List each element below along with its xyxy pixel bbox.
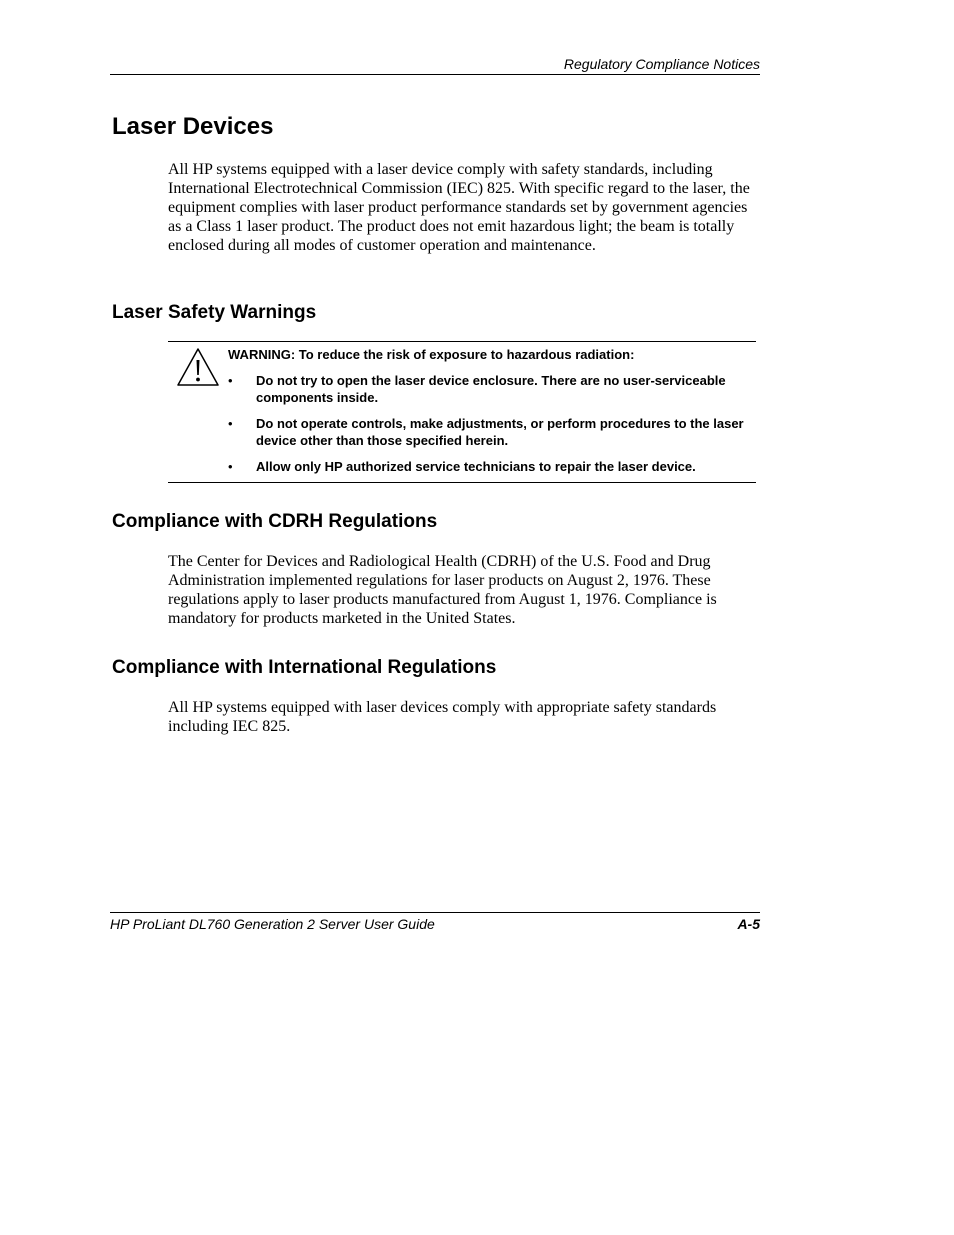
warning-item xyxy=(228,415,756,449)
running-header: Regulatory Compliance Notices xyxy=(110,56,760,75)
bullet: • xyxy=(228,459,233,474)
bullet: • xyxy=(228,373,233,388)
bullet: • xyxy=(228,416,233,431)
warning-content xyxy=(228,346,756,484)
running-footer xyxy=(110,912,760,933)
footer-title: HP ProLiant DL760 Generation 2 Server User Guide xyxy=(110,916,435,932)
section-heading-laser-safety-warnings: Laser Safety Warnings xyxy=(112,302,317,323)
page-title: Laser Devices xyxy=(112,113,274,140)
warning-item-text: Do not operate controls, make adjustments, or perform procedures to the laser device other than those specified herein. xyxy=(256,416,744,448)
intro-paragraph: All HP systems equipped with a laser device comply with safety standards, including International Electrotechnical Commission (IEC) 825. With specific regard to the laser, the equipment complies with laser product performance standards set by government agencies as a Class 1 laser product. The product does not emit hazardous light; the beam is totally enclosed during all modes of customer operation and maintenance. xyxy=(168,161,750,254)
warning-item-text: Allow only HP authorized service technicians to repair the laser device. xyxy=(256,459,696,474)
warning-list xyxy=(228,372,756,475)
warning-item xyxy=(228,458,756,475)
section-heading-international: Compliance with International Regulations xyxy=(112,657,497,678)
warning-box xyxy=(168,341,756,483)
section-heading-cdrh: Compliance with CDRH Regulations xyxy=(112,511,438,532)
cdrh-paragraph: The Center for Devices and Radiological Health (CDRH) of the U.S. Food and Drug Administration implemented regulations for laser products on August 2, 1976. These regulations apply to laser products manufactured from August 1, 1976. Compliance is mandatory for products marketed in the United States. xyxy=(168,553,717,627)
warning-item-text: Do not try to open the laser device enclosure. There are no user-serviceable components inside. xyxy=(256,373,726,405)
warning-heading: WARNING: To reduce the risk of exposure to hazardous radiation: xyxy=(228,347,635,362)
warning-item xyxy=(228,372,756,406)
page-number: A-5 xyxy=(737,916,760,932)
warning-triangle-icon xyxy=(176,347,220,387)
international-paragraph: All HP systems equipped with laser devices comply with appropriate safety standards including IEC 825. xyxy=(168,699,717,735)
